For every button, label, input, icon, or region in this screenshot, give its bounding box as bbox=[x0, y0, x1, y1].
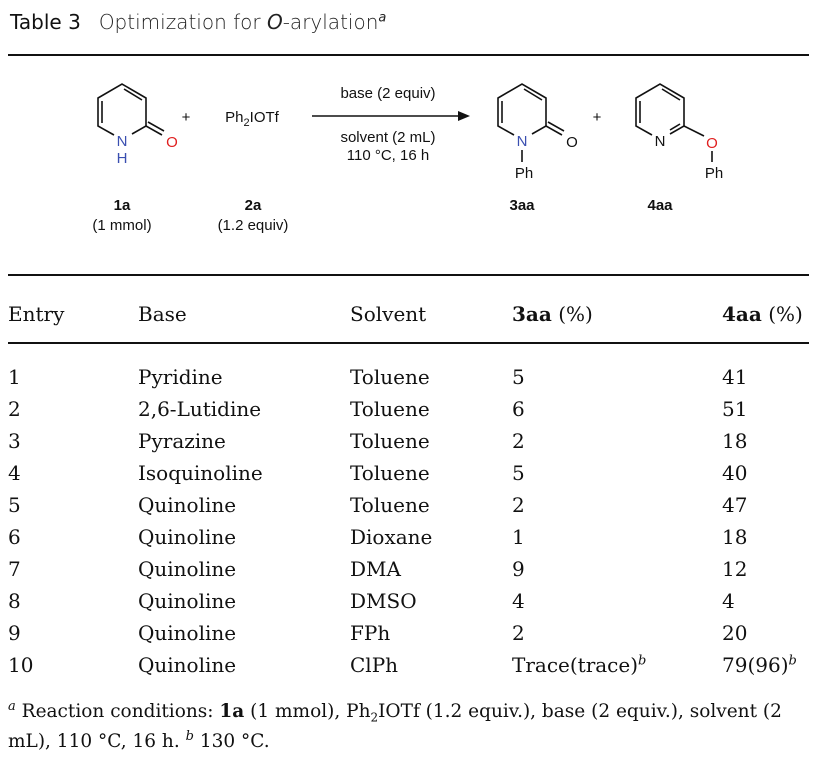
cell-solvent: FPh bbox=[350, 621, 391, 645]
cell-base: Pyrazine bbox=[138, 429, 226, 453]
cell-yield-3aa: 1 bbox=[512, 525, 525, 549]
cell-yield-3aa: Trace(trace)$^b$ bbox=[512, 653, 647, 677]
cell-yield-4aa: $79(96)^b$ bbox=[722, 653, 797, 677]
cell-entry: 9 bbox=[8, 621, 21, 645]
header-base: Base bbox=[138, 302, 187, 326]
plus-sign: + bbox=[181, 109, 191, 126]
cell-yield-4aa: 4 bbox=[722, 589, 735, 613]
cell-base: Quinoline bbox=[138, 621, 237, 645]
cell-yield-3aa: 5 bbox=[512, 461, 525, 485]
cell-yield-3aa: 2 bbox=[512, 493, 525, 517]
plus-sign: + bbox=[592, 109, 602, 126]
cell-solvent: Toluene bbox=[350, 461, 430, 485]
cell-solvent: Toluene bbox=[350, 493, 430, 517]
cell-entry: 7 bbox=[8, 557, 21, 581]
cell-yield-4aa: 41 bbox=[722, 365, 748, 389]
conditions-temp: 110 °C, 16 h bbox=[346, 147, 430, 164]
cell-base: Pyridine bbox=[138, 365, 223, 389]
cell-entry: 3 bbox=[8, 429, 21, 453]
cell-entry: 10 bbox=[8, 653, 34, 677]
scheme-bottom-rule bbox=[8, 274, 809, 276]
atom-n: N bbox=[654, 133, 666, 150]
cell-base: Quinoline bbox=[138, 493, 237, 517]
atom-ph: Ph bbox=[514, 165, 534, 182]
cell-solvent: Toluene bbox=[350, 365, 430, 389]
cell-solvent: DMSO bbox=[350, 589, 417, 613]
cell-yield-3aa: 5 bbox=[512, 365, 525, 389]
header-4aa: 4aa (%) bbox=[722, 302, 803, 326]
cell-base: Isoquinoline bbox=[138, 461, 263, 485]
cell-solvent: Toluene bbox=[350, 429, 430, 453]
compound-4aa-structure bbox=[636, 84, 712, 162]
title-suffix: -arylation bbox=[282, 10, 379, 34]
cell-entry: 8 bbox=[8, 589, 21, 613]
atom-n: N bbox=[116, 133, 128, 150]
cell-solvent: DMA bbox=[350, 557, 401, 581]
atom-ph: Ph bbox=[704, 165, 724, 182]
atom-h: H bbox=[116, 150, 128, 167]
cell-yield-4aa: 51 bbox=[722, 397, 748, 421]
atom-o: O bbox=[166, 134, 178, 151]
header-rule bbox=[8, 342, 809, 344]
conditions-above: base (2 equiv) bbox=[340, 85, 436, 102]
table-footnote: $^a$ Reaction conditions: 1a (1 mmol), $Ph_2IOTf$ (1.2 equiv.), base (2 equiv.), solvent (2 mL), 110 °C, 16 h. $^b$ 130 °C. bbox=[8, 698, 782, 752]
compound-1a-structure bbox=[98, 84, 164, 135]
cell-entry: 5 bbox=[8, 493, 21, 517]
cell-entry: 6 bbox=[8, 525, 21, 549]
arrow-head bbox=[458, 111, 470, 121]
title-text: Optimization for bbox=[98, 10, 267, 34]
cell-yield-4aa: 18 bbox=[722, 429, 748, 453]
cell-yield-3aa: 2 bbox=[512, 429, 525, 453]
cell-base: Quinoline bbox=[138, 589, 237, 613]
reagent-2a-formula: $Ph_2IOTf$ bbox=[225, 109, 279, 129]
cell-entry: 2 bbox=[8, 397, 21, 421]
title-italic: O bbox=[266, 10, 283, 34]
compound-3aa-structure bbox=[498, 84, 564, 162]
cell-yield-4aa: 40 bbox=[722, 461, 748, 485]
cell-yield-4aa: 12 bbox=[722, 557, 748, 581]
amount-2a: (1.2 equiv) bbox=[217, 217, 289, 234]
cell-solvent: ClPh bbox=[350, 653, 399, 677]
cell-solvent: Toluene bbox=[350, 397, 430, 421]
cell-yield-3aa: 6 bbox=[512, 397, 525, 421]
cell-solvent: Dioxane bbox=[350, 525, 433, 549]
cell-base: Quinoline bbox=[138, 653, 237, 677]
cell-base: Quinoline bbox=[138, 525, 237, 549]
cell-entry: 4 bbox=[8, 461, 21, 485]
atom-o: O bbox=[566, 134, 578, 151]
footnote-mark: a bbox=[378, 10, 387, 26]
cell-yield-4aa: 47 bbox=[722, 493, 748, 517]
atom-o: O bbox=[706, 135, 718, 152]
compound-id-2a: 2a bbox=[244, 197, 262, 214]
cell-yield-4aa: 20 bbox=[722, 621, 748, 645]
cell-entry: 1 bbox=[8, 365, 21, 389]
compound-id-4aa: 4aa bbox=[647, 197, 673, 214]
cell-base: 2,6-Lutidine bbox=[138, 397, 262, 421]
reaction-scheme bbox=[0, 0, 815, 270]
cell-yield-3aa: 4 bbox=[512, 589, 525, 613]
compound-id-1a: 1a bbox=[113, 197, 131, 214]
cell-yield-3aa: 9 bbox=[512, 557, 525, 581]
cell-base: Quinoline bbox=[138, 557, 237, 581]
cell-yield-4aa: 18 bbox=[722, 525, 748, 549]
header-entry: Entry bbox=[8, 302, 65, 326]
amount-1a: (1 mmol) bbox=[92, 217, 152, 234]
compound-id-3aa: 3aa bbox=[509, 197, 535, 214]
atom-n: N bbox=[516, 133, 528, 150]
table-label: Table 3 bbox=[10, 10, 81, 34]
cell-yield-3aa: 2 bbox=[512, 621, 525, 645]
conditions-solvent: solvent (2 mL) bbox=[340, 129, 436, 146]
header-3aa: 3aa (%) bbox=[512, 302, 593, 326]
header-solvent: Solvent bbox=[350, 302, 427, 326]
